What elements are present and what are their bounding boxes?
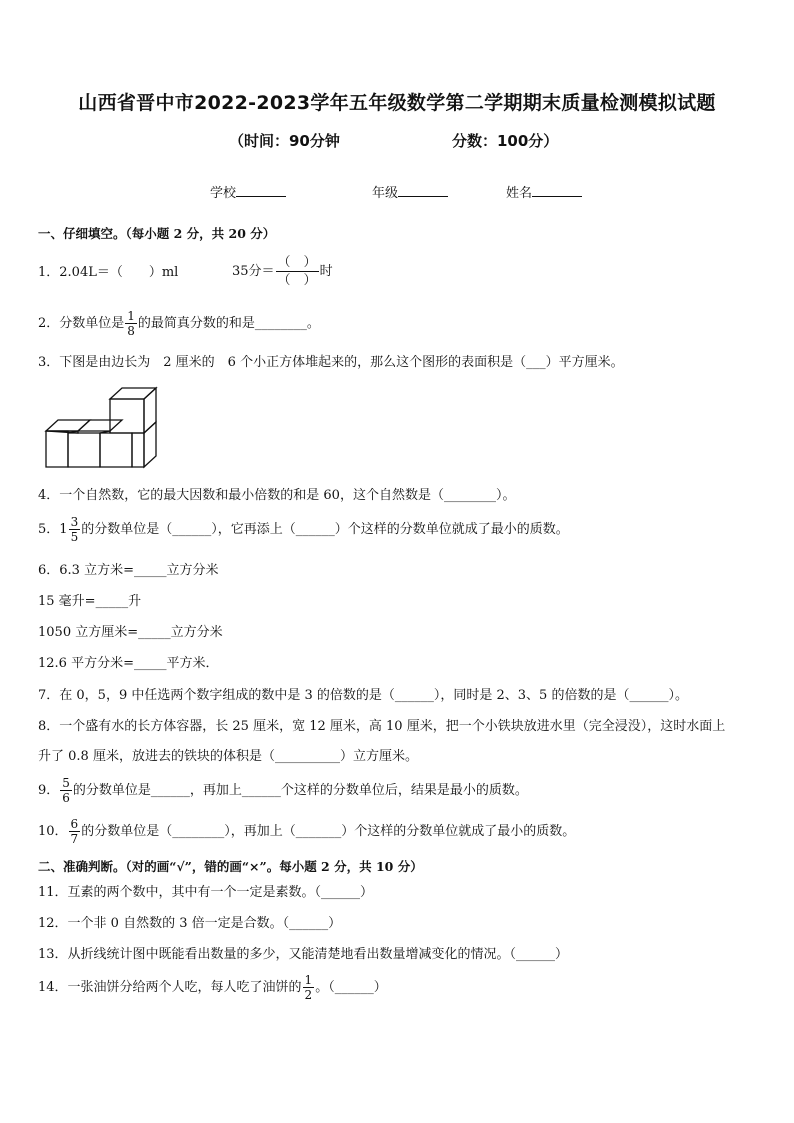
stacked-cubes-figure: [40, 383, 160, 475]
cube-bottom-1-front: [68, 433, 100, 467]
question-2: [38, 309, 320, 338]
q14-fraction: [303, 973, 315, 1002]
question-5: [38, 515, 569, 544]
grade-blank[interactable]: [398, 183, 448, 197]
q2-suffix: 的最简真分数的和是________。: [137, 315, 320, 331]
question-8-line-2: 升了 0.8 厘米，放进去的铁块的体积是（__________）立方厘米。: [38, 749, 418, 764]
q14-denominator: 2: [304, 988, 313, 1002]
q10-suffix: 的分数单位是（________），再加上（_______）个这样的分数单位就成了最小的质数。: [81, 823, 576, 839]
q1b-numerator: （ ）: [277, 255, 317, 270]
name-label: 姓名: [506, 186, 533, 201]
q5-fraction: [69, 515, 81, 544]
question-9: [38, 776, 528, 805]
question-13: 13．从折线统计图中既能看出数量的多少，又能清楚地看出数量增减变化的情况。（______）: [38, 947, 569, 962]
q10-prefix: 10．: [38, 823, 68, 839]
q9-suffix: 的分数单位是______，再加上______个这样的分数单位后，结果是最小的质数。: [72, 782, 528, 798]
question-7: 7．在 0，5，9 中任选两个数字组成的数中是 3 的倍数的是（______），同时是 2、3、5 的倍数的是（______）。: [38, 688, 688, 703]
q14-suffix: 。（______）: [315, 979, 387, 995]
q2-numerator: 1: [127, 309, 135, 323]
q2-fraction: [125, 309, 137, 338]
cube-bottom-side: [144, 422, 156, 467]
q1b-fraction: [276, 254, 319, 289]
cube-bottom-2-front: [100, 433, 132, 467]
question-3: 3．下图是由边长为 2 厘米的 6 个小正方体堆起来的，那么这个图形的表面积是（___）平方厘米。: [38, 355, 624, 370]
q1b-denominator: （ ）: [277, 273, 317, 288]
question-10: [38, 817, 575, 846]
cube-back-front: [46, 431, 68, 467]
q14-numerator: 1: [304, 973, 313, 987]
q10-denominator: 7: [70, 832, 79, 846]
q2-prefix: 2．分数单位是: [38, 315, 125, 331]
grade-label: 年级: [372, 186, 399, 201]
question-4: 4．一个自然数，它的最大因数和最小倍数的和是 60，这个自然数是（________）。: [38, 488, 516, 503]
question-6a: 6．6.3 立方米=_____立方分米: [38, 563, 219, 578]
exam-time: （时间：90分钟: [229, 132, 340, 150]
section-1-heading: 一、仔细填空。（每小题 2 分，共 20 分）: [38, 226, 276, 241]
question-6c: 1050 立方厘米=_____立方分米: [38, 625, 223, 640]
q1b-suffix: 时: [319, 263, 333, 279]
page-title: 山西省晋中市2022-2023学年五年级数学第二学期期末质量检测模拟试题: [78, 92, 716, 114]
question-1a: 1．2.04L＝（ ）ml: [38, 265, 179, 280]
name-blank[interactable]: [532, 183, 582, 197]
question-14: [38, 973, 387, 1002]
question-12: 12．一个非 0 自然数的 3 倍一定是合数。（______）: [38, 916, 342, 931]
section-2-heading: 二、准确判断。（对的画“√”，错的画“×”。每小题 2 分，共 10 分）: [38, 859, 423, 874]
q5-suffix: 的分数单位是（______），它再添上（______）个这样的分数单位就成了最小的质数。: [81, 521, 569, 537]
cube-top-front: [110, 399, 144, 433]
q9-prefix: 9．: [38, 782, 60, 798]
q5-whole: 1: [59, 521, 68, 537]
question-8-line-1: 8．一个盛有水的长方体容器，长 25 厘米，宽 12 厘米，高 10 厘米，把一个小铁块放进水里（完全浸没），这时水面上: [38, 719, 726, 734]
school-field[interactable]: [210, 182, 286, 201]
question-6b: 15 毫升=_____升: [38, 594, 142, 609]
q9-denominator: 6: [62, 791, 70, 805]
q10-fraction: [69, 817, 81, 846]
cube-top-side: [144, 388, 156, 433]
q2-denominator: 8: [127, 324, 135, 338]
grade-field[interactable]: [372, 182, 448, 201]
q5-denominator: 5: [70, 530, 79, 544]
q10-numerator: 6: [70, 817, 79, 831]
cube-bottom-3-front: [132, 433, 144, 467]
q14-prefix: 14．一张油饼分给两个人吃，每人吃了油饼的: [38, 979, 302, 995]
q9-numerator: 5: [62, 776, 70, 790]
name-field[interactable]: [506, 182, 582, 201]
exam-score: 分数：100分）: [452, 132, 559, 150]
question-11: 11．互素的两个数中，其中有一个一定是素数。（______）: [38, 885, 374, 900]
q5-prefix: 5．: [38, 521, 60, 537]
cube-back-2-top: [78, 420, 122, 431]
school-label: 学校: [210, 186, 237, 201]
q9-fraction: [60, 776, 72, 805]
q5-numerator: 3: [70, 515, 79, 529]
school-blank[interactable]: [236, 183, 286, 197]
question-6d: 12.6 平方分米=_____平方米．: [38, 656, 219, 671]
q5-mixed-number: [59, 515, 81, 544]
question-1b: [232, 254, 333, 289]
q1b-prefix: 35分＝: [232, 263, 275, 279]
